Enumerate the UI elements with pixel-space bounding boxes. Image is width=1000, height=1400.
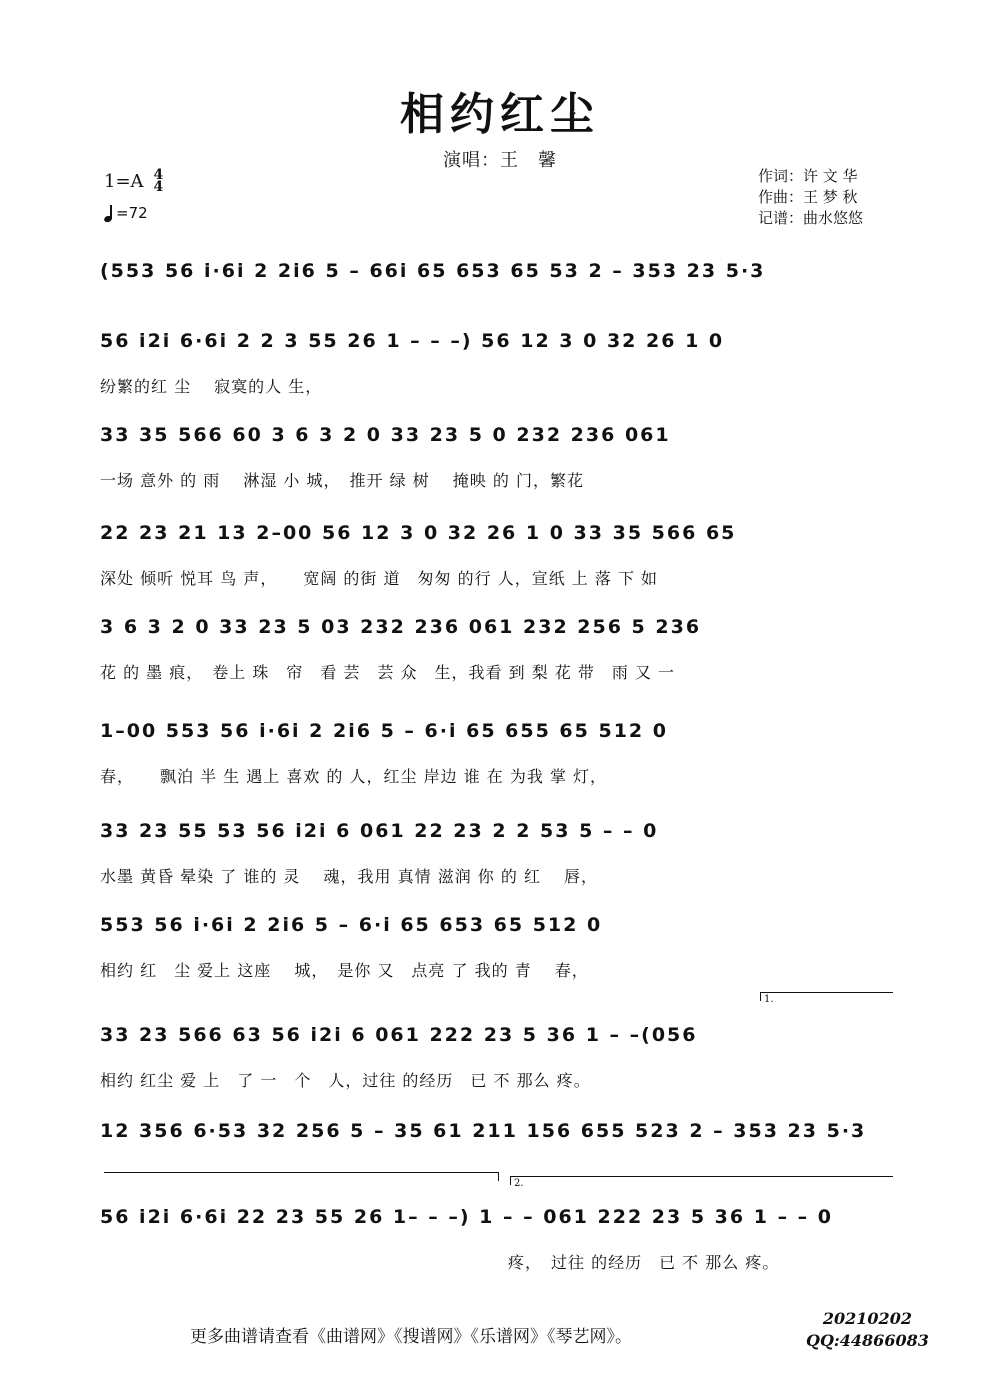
- stamp-qq: QQ:44866083: [806, 1331, 929, 1350]
- key-signature: [104, 168, 163, 194]
- time-signature-top: 4: [153, 167, 164, 183]
- key-label: 1=A: [104, 170, 144, 192]
- first-ending-label: 1.: [764, 994, 774, 1005]
- second-ending-bracket: [510, 1176, 893, 1185]
- credits-block: [758, 166, 863, 229]
- lyric-line: 纷繁的红 尘 寂寞的人 生，: [100, 377, 323, 396]
- first-ending-continuation: [104, 1172, 499, 1181]
- transcriber-stamp: [806, 1308, 929, 1352]
- notation-line: (553 56 i·6i 2 2i6 5 – 66i 65 653 65 53 2 – 353 23 5·3: [100, 260, 766, 282]
- tempo-value: =72: [116, 204, 148, 222]
- singer-credit: 演唱：王 馨: [443, 150, 557, 171]
- tempo-marking: [104, 204, 148, 222]
- notation-line: 1–00 553 56 i·6i 2 2i6 5 – 6·i 65 655 65 512 0: [100, 720, 668, 742]
- lyric-line: 深处 倾听 悦耳 鸟 声， 宽阔 的街 道 匆匆 的行 人，宣纸 上 落 下 如: [100, 569, 659, 588]
- stamp-date: 20210202: [822, 1309, 912, 1328]
- second-ending-label: 2.: [514, 1178, 524, 1189]
- notation-line: 12 356 6·53 32 256 5 – 35 61 211 156 655 523 2 – 353 23 5·3: [100, 1120, 867, 1142]
- lyric-line: 花 的 墨 痕， 卷上 珠 帘 看 芸 芸 众 生，我看 到 梨 花 带 雨 又 一: [100, 663, 676, 682]
- quarter-note-icon: [104, 204, 114, 222]
- lyricist-credit: 作词：许 文 华: [758, 167, 858, 185]
- lyric-line: 水墨 黄昏 晕染 了 谁的 灵 魂，我用 真情 滋润 你 的 红 唇，: [100, 867, 599, 886]
- notation-line: 56 i2i 6·6i 22 23 55 26 1– – –) 1 – – 061 222 23 5 36 1 – – 0: [100, 1206, 834, 1228]
- transcriber-credit: 记谱：曲水悠悠: [758, 209, 864, 227]
- footer-note: 更多曲谱请查看《曲谱网》《搜谱网》《乐谱网》《琴艺网》。: [190, 1327, 632, 1347]
- notation-line: 33 23 566 63 56 i2i 6 061 222 23 5 36 1 – –(056: [100, 1024, 698, 1046]
- time-signature: [154, 169, 164, 193]
- first-ending-bracket: [760, 992, 893, 1001]
- notation-line: 33 35 566 60 3 6 3 2 0 33 23 5 0 232 236 061: [100, 424, 671, 446]
- lyric-line: 相约 红 尘 爱上 这座 城， 是你 又 点亮 了 我的 青 春，: [100, 961, 589, 980]
- lyric-line: 相约 红尘 爱 上 了 一 个 人，过往 的经历 已 不 那么 疼。: [100, 1071, 591, 1090]
- score-title: 相约红尘: [400, 89, 600, 140]
- notation-line: 553 56 i·6i 2 2i6 5 – 6·i 65 653 65 512 0: [100, 914, 603, 936]
- notation-line: 33 23 55 53 56 i2i 6 061 22 23 2 2 53 5 – – 0: [100, 820, 659, 842]
- notation-line: 3 6 3 2 0 33 23 5 03 232 236 061 232 256 5 236: [100, 616, 702, 638]
- notation-line: 56 i2i 6·6i 2 2 3 55 26 1 – – –) 56 12 3 0 32 26 1 0: [100, 330, 725, 352]
- time-signature-bottom: 4: [153, 179, 164, 195]
- notation-line: 22 23 21 13 2–00 56 12 3 0 32 26 1 0 33 35 566 65: [100, 522, 737, 544]
- lyric-line: 疼， 过往 的经历 已 不 那么 疼。: [508, 1253, 780, 1272]
- lyric-line: 春， 飘泊 半 生 遇上 喜欢 的 人，红尘 岸边 谁 在 为我 掌 灯，: [100, 767, 608, 786]
- lyric-line: 一场 意外 的 雨 淋湿 小 城， 推开 绿 树 掩映 的 门，繁花: [100, 471, 584, 490]
- composer-credit: 作曲：王 梦 秋: [758, 188, 858, 206]
